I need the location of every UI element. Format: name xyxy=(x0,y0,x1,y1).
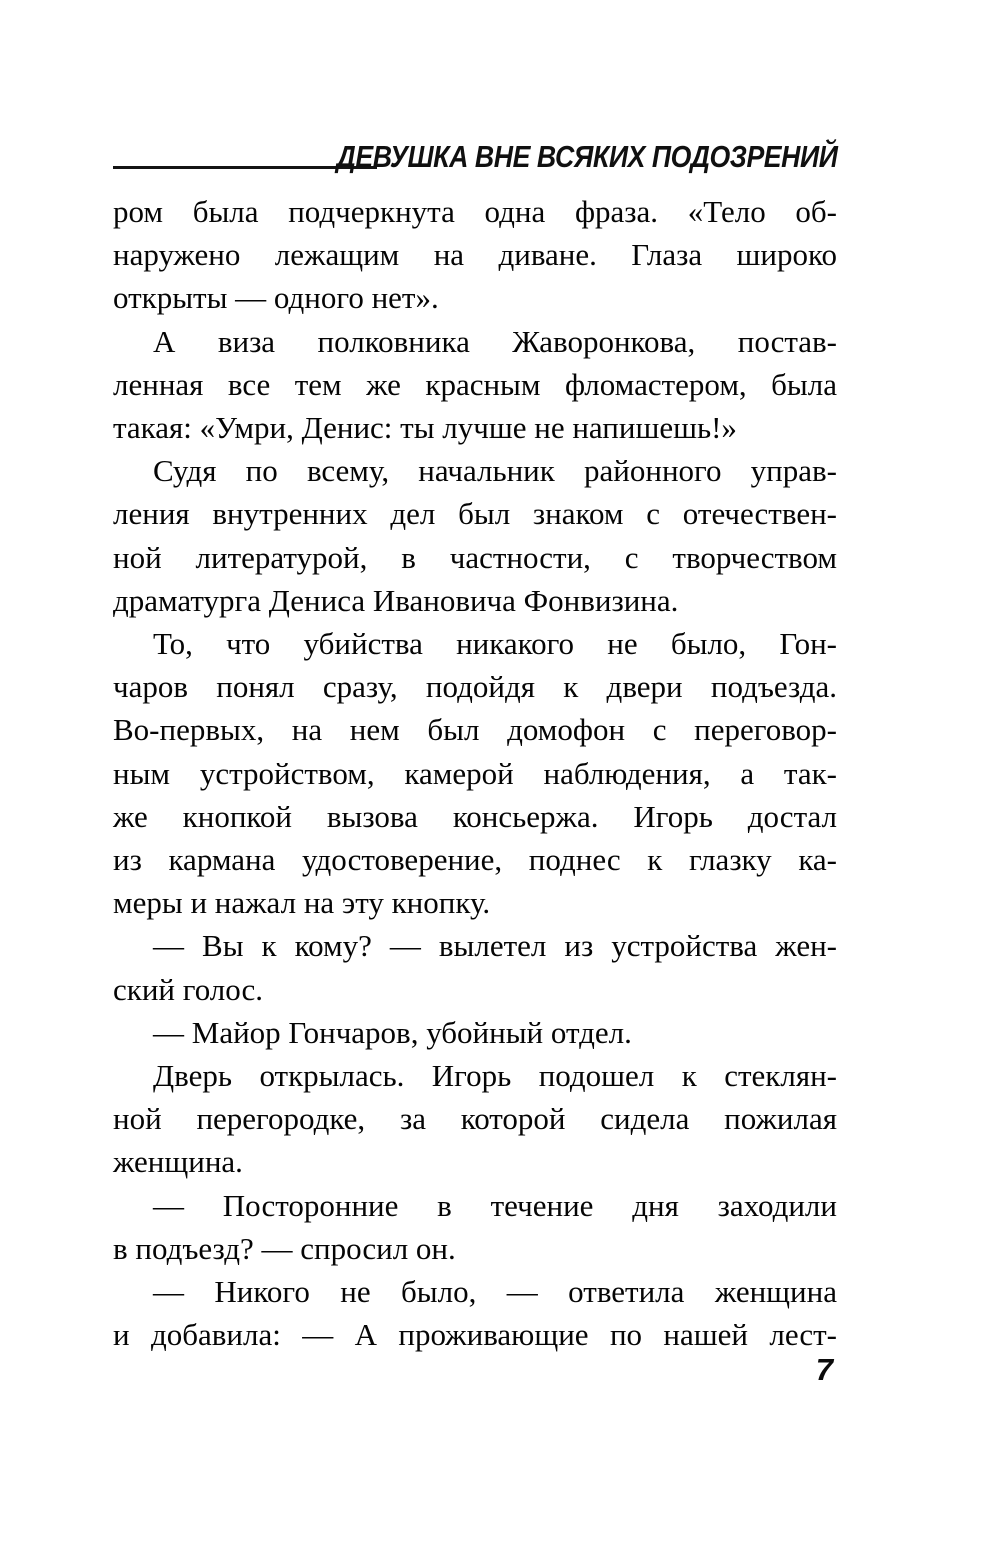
paragraph-dialogue xyxy=(113,1184,837,1270)
running-header-title: ДЕВУШКА ВНЕ ВСЯКИХ ПОДОЗРЕНИЙ xyxy=(336,139,837,174)
text-line: и добавила: — А проживающие по нашей лест- xyxy=(113,1317,837,1353)
text-line: ленная все тем же красным фломастером, была xyxy=(113,366,837,402)
paragraph xyxy=(113,449,837,622)
page-number: 7 xyxy=(815,1352,833,1387)
paragraph xyxy=(113,1054,837,1184)
text-line: ления внутренних дел был знаком с отечествен- xyxy=(113,496,837,532)
text-line: Дверь открылась. Игорь подошел к стеклян- xyxy=(153,1058,837,1094)
text-line: Судя по всему, начальник районного управ- xyxy=(153,453,837,489)
paragraph xyxy=(113,190,837,320)
text-line: же кнопкой вызова консьержа. Игорь достал xyxy=(113,798,837,834)
text-line: в подъезд? — спросил он. xyxy=(113,1230,456,1266)
text-line: — Майор Гончаров, убойный отдел. xyxy=(153,1014,632,1050)
paragraph-dialogue xyxy=(113,924,837,1010)
text-line: ский голос. xyxy=(113,971,264,1007)
text-line: То, что убийства никакого не было, Гон- xyxy=(153,626,837,662)
text-line: Во-первых, на нем был домофон с переговор- xyxy=(113,712,837,748)
text-line: — Вы к кому? — вылетел из устройства жен- xyxy=(153,928,837,964)
text-line: А виза полковника Жаворонкова, постав- xyxy=(153,323,837,359)
text-line: драматурга Дениса Ивановича Фонвизина. xyxy=(113,582,679,618)
text-line: чаров понял сразу, подойдя к двери подъезда. xyxy=(113,669,837,705)
text-line: женщина. xyxy=(113,1144,243,1180)
text-line: открыты — одного нет». xyxy=(113,280,439,316)
text-line: ной литературой, в частности, с творчеством xyxy=(113,539,837,575)
text-line: меры и нажал на эту кнопку. xyxy=(113,885,491,921)
body-text xyxy=(113,190,837,1356)
text-line: ром была подчеркнута одна фраза. «Тело об- xyxy=(113,194,837,229)
text-line: — Посторонние в течение дня заходили xyxy=(153,1187,837,1223)
paragraph xyxy=(113,622,837,924)
text-line: ной перегородке, за которой сидела пожилая xyxy=(113,1101,837,1137)
paragraph-dialogue xyxy=(113,1270,837,1356)
text-line: ным устройством, камерой наблюдения, а так- xyxy=(113,755,837,791)
paragraph xyxy=(113,320,837,450)
text-line: из кармана удостоверение, поднес к глазку ка- xyxy=(113,842,837,878)
text-line: наружено лежащим на диване. Глаза широко xyxy=(113,237,837,273)
paragraph-dialogue xyxy=(113,1011,837,1054)
text-line: — Никого не было, — ответила женщина xyxy=(153,1274,837,1310)
text-line: такая: «Умри, Денис: ты лучше не напишешь!» xyxy=(113,410,737,446)
